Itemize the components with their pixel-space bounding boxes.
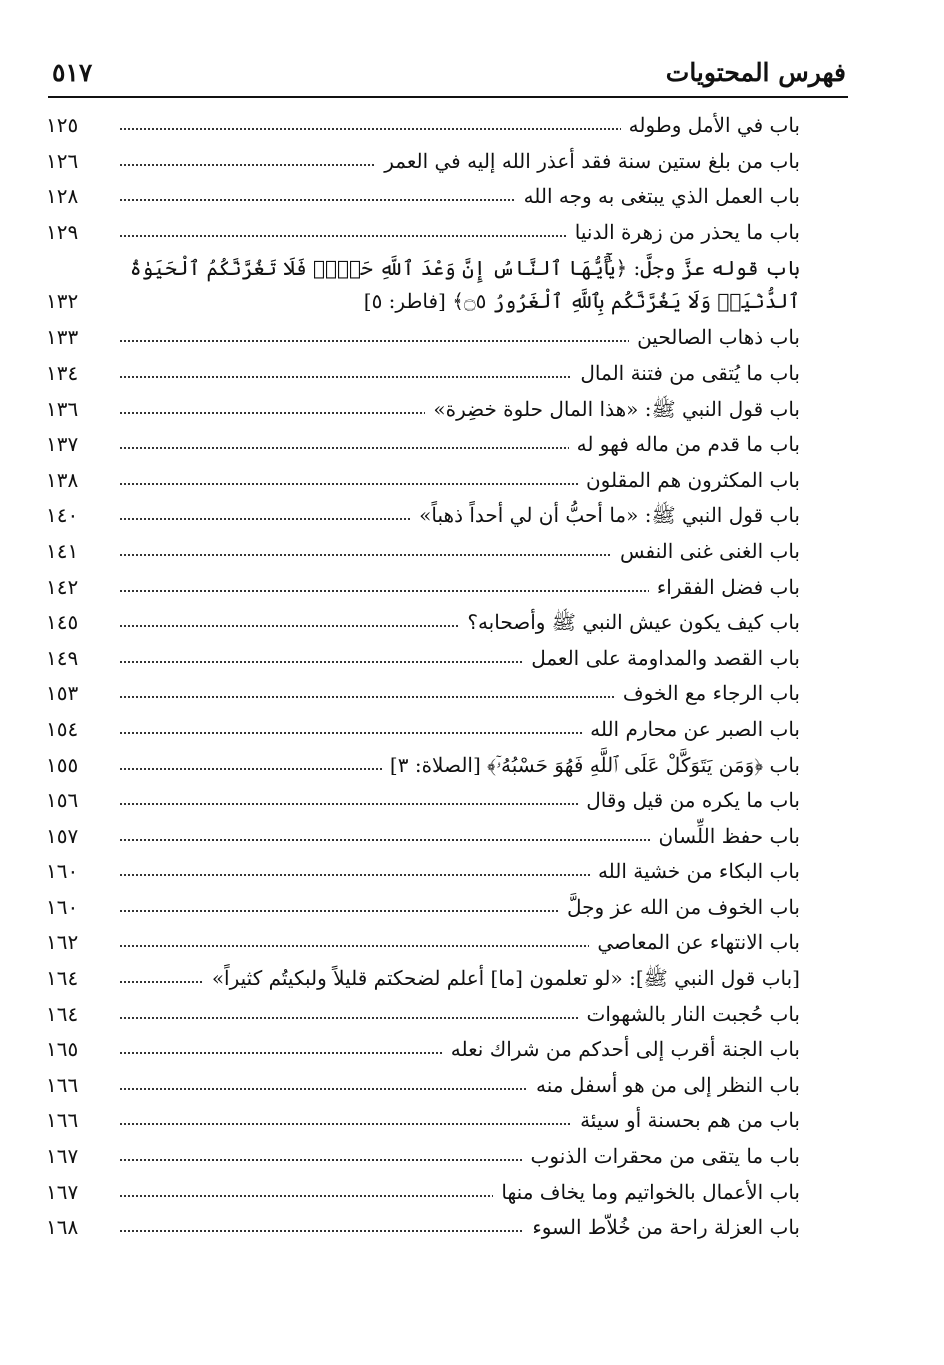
- toc-entry: [40, 961, 800, 997]
- entry-title: باب ما يتقى من محقرات الذنوب: [523, 1143, 800, 1169]
- entry-title: باب قول النبي ﷺ: «هذا المال حلوة خضِرة»: [425, 396, 800, 422]
- table-of-contents: [40, 108, 800, 1246]
- entry-title: باب حُجبت النار بالشهوات: [579, 1001, 800, 1027]
- entry-title: باب فضل الفقراء: [649, 574, 800, 600]
- entry-title: باب ما يحذر من زهرة الدنيا: [567, 219, 800, 245]
- entry-title: باب ذهاب الصالحين: [629, 324, 800, 350]
- toc-entry: [40, 498, 800, 534]
- toc-entry: [40, 890, 800, 926]
- page-number: ٥١٧: [52, 58, 93, 87]
- entry-title: باب الصبر عن محارم الله: [582, 716, 800, 742]
- entry-page-number: ١٢٩: [46, 219, 79, 244]
- toc-entry: [40, 925, 800, 961]
- entry-title: باب من بلغ ستين سنة فقد أعذر الله إليه في العمر: [376, 148, 800, 174]
- toc-entry: [40, 641, 800, 677]
- entry-page-number: ١٣٧: [46, 432, 79, 457]
- entry-title: باب الأعمال بالخواتيم وما يخاف منها: [493, 1179, 800, 1205]
- entry-title: باب النظر إلى من هو أسفل منه: [528, 1072, 800, 1098]
- entry-page-number: ١٥٧: [46, 823, 79, 848]
- entry-title: باب حفظ اللِّسان: [650, 823, 800, 849]
- entry-title: باب من هم بحسنة أو سيئة: [572, 1107, 800, 1133]
- toc-entry: [40, 819, 800, 855]
- entry-page-number: ١٥٥: [46, 752, 79, 777]
- entry-title: باب الخوف من الله عز وجلَّ: [559, 894, 800, 920]
- toc-entry: [40, 1210, 800, 1246]
- toc-entry: [40, 144, 800, 180]
- toc-entry: [40, 427, 800, 463]
- entry-title: باب البكاء من خشية الله: [590, 858, 800, 884]
- toc-entry: [40, 570, 800, 606]
- toc-entry: [40, 250, 800, 320]
- entry-page-number: ١٣٦: [46, 396, 79, 421]
- toc-entry: [40, 783, 800, 819]
- entry-title: باب في الأمل وطوله: [621, 112, 800, 138]
- entry-page-number: ١٣٤: [46, 360, 79, 385]
- toc-entry: [40, 1068, 800, 1104]
- entry-title: باب الانتهاء عن المعاصي: [589, 929, 800, 955]
- toc-entry: [40, 1032, 800, 1068]
- toc-entry: [40, 712, 800, 748]
- entry-page-number: ١٣٢: [46, 289, 79, 314]
- entry-page-number: ١٤٠: [46, 503, 79, 528]
- entry-page-number: ١٥٤: [46, 716, 79, 741]
- entry-page-number: ١٦٢: [46, 930, 79, 955]
- toc-entry: [40, 215, 800, 251]
- toc-entry: [40, 1175, 800, 1211]
- entry-page-number: ١٣٨: [46, 467, 79, 492]
- entry-page-number: ١٣٣: [46, 325, 79, 350]
- toc-entry: [40, 676, 800, 712]
- entry-page-number: ١٤٢: [46, 574, 79, 599]
- entry-page-number: ١٢٦: [46, 148, 79, 173]
- entry-title: باب القصد والمداومة على العمل: [523, 645, 800, 671]
- entry-page-number: ١٥٦: [46, 788, 79, 813]
- entry-title: باب الرجاء مع الخوف: [615, 680, 800, 706]
- entry-page-number: ١٦٦: [46, 1072, 79, 1097]
- entry-title: باب ما قدم من ماله فهو له: [569, 431, 800, 457]
- entry-page-number: ١٤١: [46, 538, 79, 563]
- entry-page-number: ١٦٦: [46, 1108, 79, 1133]
- toc-entry: [40, 1139, 800, 1175]
- toc-entry: [40, 605, 800, 641]
- toc-entry: [40, 356, 800, 392]
- entry-title: باب ما يُتقى من فتنة المال: [572, 360, 800, 386]
- toc-entry: [40, 392, 800, 428]
- entry-title: باب قوله عزَّ وجلَّ: ﴿يَٰٓأَيُّهَا ٱلنَّاسُ إِنَّ وَعْدَ ٱللَّهِ حَقٌّۖ فَلَا تَغُرَّنَّكُمُ ٱلْحَيَوٰةُ ٱلدُّنْيَاۖ وَلَا يَغُرَّنَّكُم بِٱللَّهِ ٱلْغَرُورُ ۝٥﴾ [فاطر: ٥]: [110, 252, 800, 318]
- toc-entry: [40, 1103, 800, 1139]
- entry-title: باب العزلة راحة من خُلاّط السوء: [524, 1214, 800, 1240]
- toc-entry: [40, 108, 800, 144]
- entry-title: باب ﴿وَمَن يَتَوَكَّلْ عَلَى ٱللَّهِ فَهُوَ حَسْبُهُۥٓ﴾ [الصلاة: ٣]: [382, 752, 800, 778]
- page-header: [48, 52, 848, 98]
- entry-title: باب كيف يكون عيش النبي ﷺ وأصحابه؟: [459, 609, 800, 635]
- entry-page-number: ١٤٩: [46, 645, 79, 670]
- toc-entry: [40, 463, 800, 499]
- entry-title: باب الغنى غنى النفس: [612, 538, 800, 564]
- entry-page-number: ١٢٥: [46, 113, 79, 137]
- entry-page-number: ١٥٣: [46, 681, 79, 706]
- entry-page-number: ١٢٨: [46, 184, 79, 209]
- entry-page-number: ١٦٧: [46, 1179, 79, 1204]
- entry-page-number: ١٦٤: [46, 966, 79, 991]
- entry-page-number: ١٦٠: [46, 859, 79, 884]
- entry-page-number: ١٦٤: [46, 1001, 79, 1026]
- entry-page-number: ١٦٠: [46, 894, 79, 919]
- toc-entry: [40, 320, 800, 356]
- entry-title: باب المكثرون هم المقلون: [578, 467, 800, 493]
- page-title: فهرس المحتويات: [665, 58, 846, 87]
- toc-entry: [40, 997, 800, 1033]
- toc-entry: [40, 854, 800, 890]
- entry-title: باب ما يكره من قيل وقال: [578, 787, 800, 813]
- entry-title: باب قول النبي ﷺ: «ما أحبُّ أن لي أحداً ذهباً»: [411, 502, 800, 528]
- entry-page-number: ١٤٥: [46, 610, 79, 635]
- entry-title: باب الجنة أقرب إلى أحدكم من شراك نعله: [443, 1036, 800, 1062]
- toc-entry: [40, 534, 800, 570]
- toc-entry: [40, 748, 800, 784]
- entry-page-number: ١٦٨: [46, 1215, 79, 1240]
- toc-entry: [40, 179, 800, 215]
- entry-page-number: ١٦٧: [46, 1144, 79, 1169]
- entry-title: باب العمل الذي يبتغى به وجه الله: [516, 183, 800, 209]
- entry-page-number: ١٦٥: [46, 1037, 79, 1062]
- entry-title: [باب قول النبي ﷺ]: «لو تعلمون [ما] أعلم لضحكتم قليلاً ولبكيتُم كثيراً»: [204, 965, 800, 991]
